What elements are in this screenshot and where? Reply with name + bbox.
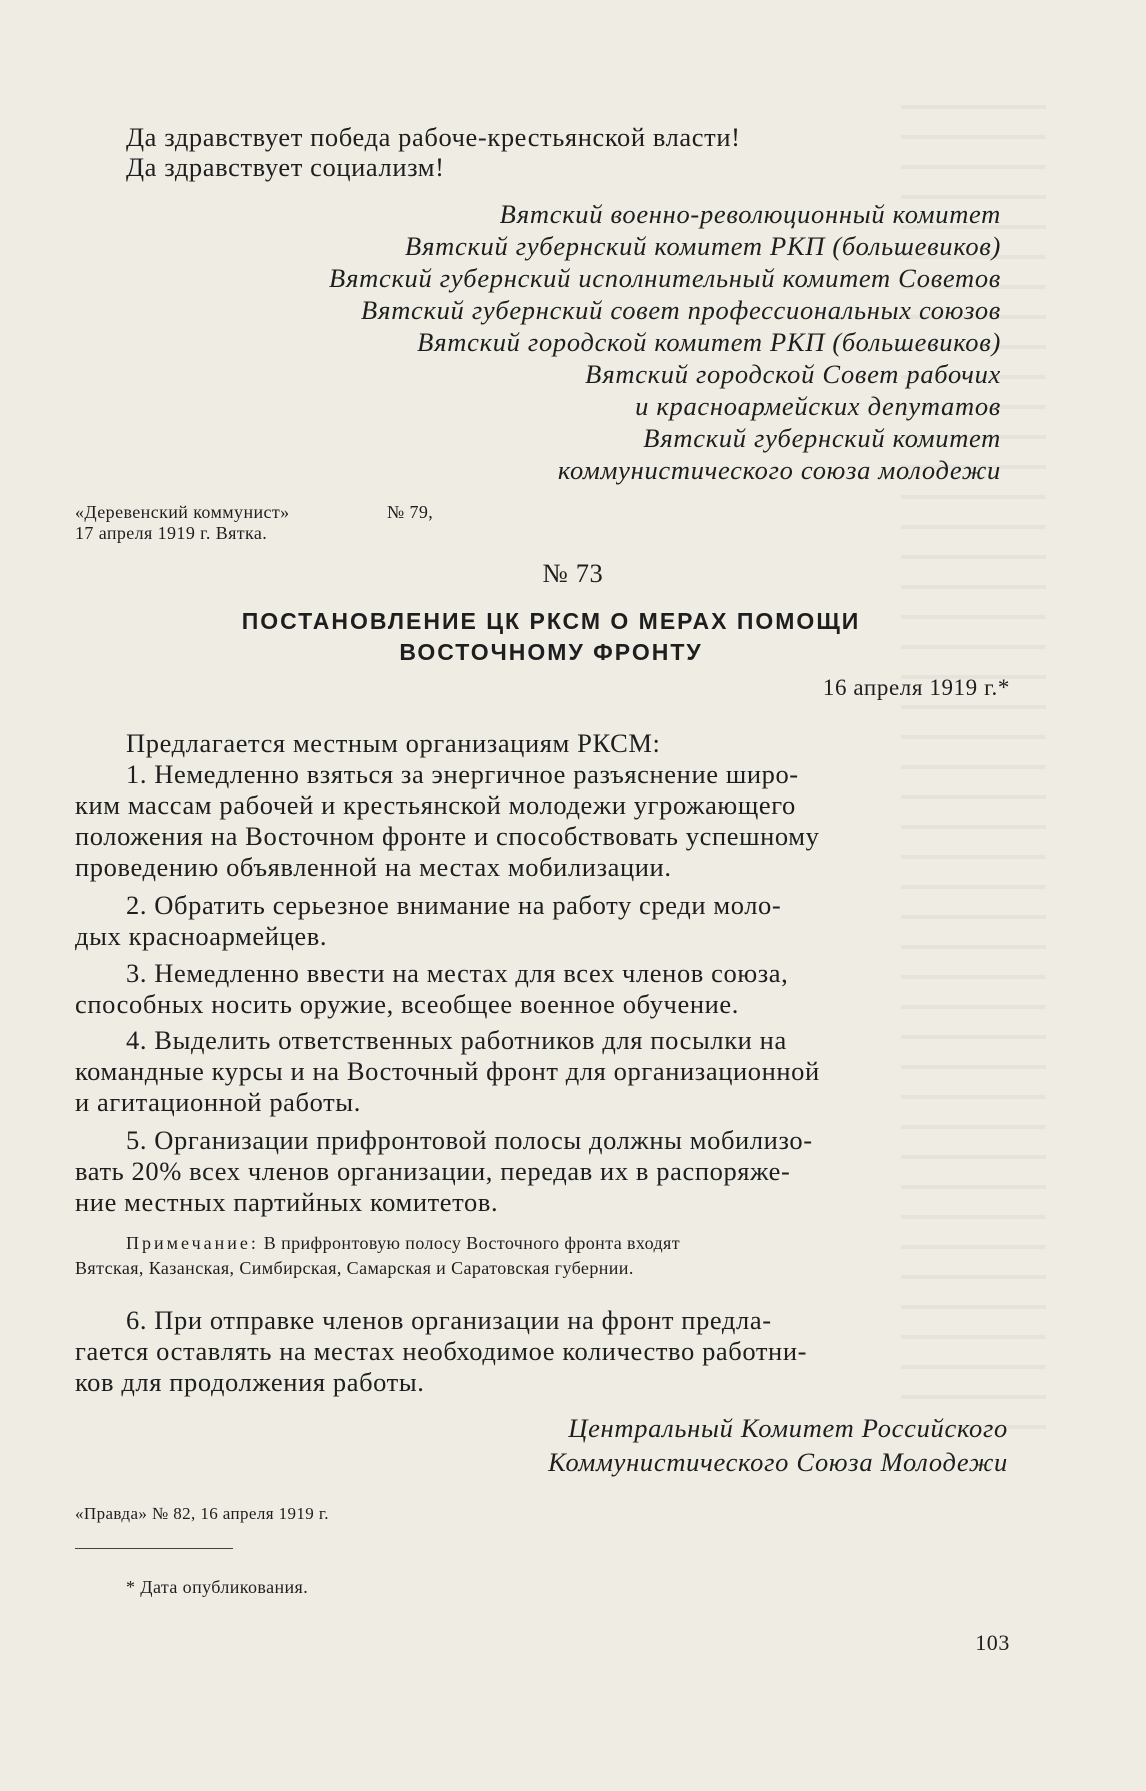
document-title-line-2: ВОСТОЧНОМУ ФРОНТУ: [399, 639, 703, 665]
paragraph-line: гается оставлять на местах необходимое количество работни-: [75, 1336, 808, 1366]
source-citation-1: «Деревенский коммунист»: [75, 502, 290, 522]
paragraph-line: 3. Немедленно ввести на местах для всех членов союза,: [126, 958, 789, 988]
signatory: Вятский губернский комитет: [643, 423, 1001, 453]
paragraph-line: командные курсы и на Восточный фронт для организационной: [75, 1056, 820, 1086]
note-label: Примечание:: [126, 1233, 259, 1253]
signature-line: Коммунистического Союза Молодежи: [548, 1447, 1008, 1477]
paragraph-line: ние местных партийных комитетов.: [75, 1187, 499, 1217]
signatory: Вятский губернский совет профессиональных союзов: [360, 295, 1001, 325]
document-date: 16 апреля 1919 г.*: [822, 675, 1010, 700]
note-line-1: [126, 1233, 680, 1254]
signatory: Вятский губернский комитет РКП (большевиков): [404, 231, 1001, 261]
footnote: * Дата опубликования.: [126, 1577, 309, 1597]
paragraph-line: 1. Немедленно взяться за энергичное разъяснение широ-: [126, 759, 799, 789]
paragraph-line: способных носить оружие, всеобщее военное обучение.: [75, 989, 739, 1019]
signatory: Вятский городской Совет рабочих: [585, 359, 1001, 389]
signatory: Вятский городской комитет РКП (большевиков): [417, 327, 1001, 357]
paragraph-line: положения на Восточном фронте и способствовать успешному: [75, 821, 820, 851]
signatory: Вятский военно-революционный комитет: [499, 199, 1001, 229]
paragraph-intro: Предлагается местным организациям РКСМ:: [126, 728, 661, 758]
note-line-2: Вятская, Казанская, Симбирская, Самарская и Саратовская губернии.: [75, 1258, 634, 1278]
source-citation-1-number: № 79,: [387, 502, 434, 522]
signatory: Вятский губернский исполнительный комитет Советов: [328, 263, 1001, 293]
paragraph-line: 2. Обратить серьезное внимание на работу среди моло-: [126, 890, 782, 920]
paragraph-line: 6. При отправке членов организации на фронт предла-: [126, 1305, 772, 1335]
slogan-1: Да здравствует победа рабоче-крестьянской власти!: [126, 122, 741, 152]
signatory: и красноармейских депутатов: [635, 391, 1001, 421]
paragraph-line: 4. Выделить ответственных работников для посылки на: [126, 1025, 787, 1055]
source-citation-2: «Правда» № 82, 16 апреля 1919 г.: [75, 1504, 329, 1523]
paragraph-line: и агитационной работы.: [75, 1087, 361, 1117]
paragraph-line: 5. Организации прифронтовой полосы должны мобилизо-: [126, 1125, 813, 1155]
note-text: В прифронтовую полосу Восточного фронта входят: [263, 1233, 680, 1253]
signatory: коммунистического союза молодежи: [557, 455, 1001, 485]
page-number: 103: [975, 1630, 1010, 1655]
document-number: № 73: [542, 558, 604, 588]
signature-line: Центральный Комитет Российского: [568, 1413, 1008, 1443]
source-citation-1-date: 17 апреля 1919 г. Вятка.: [75, 523, 268, 543]
paragraph-line: дых красноармейцев.: [75, 921, 328, 951]
footnote-divider: [75, 1548, 233, 1549]
paragraph-line: проведению объявленной на местах мобилизации.: [75, 852, 672, 882]
document-title-line-1: ПОСТАНОВЛЕНИЕ ЦК РКСМ О МЕРАХ ПОМОЩИ: [241, 608, 861, 634]
paragraph-line: ким массам рабочей и крестьянской молодежи угрожающего: [75, 790, 796, 820]
paragraph-line: ков для продолжения работы.: [75, 1367, 425, 1397]
paragraph-line: вать 20% всех членов организации, передав их в распоряже-: [75, 1156, 791, 1186]
slogan-2: Да здравствует социализм!: [126, 152, 445, 182]
